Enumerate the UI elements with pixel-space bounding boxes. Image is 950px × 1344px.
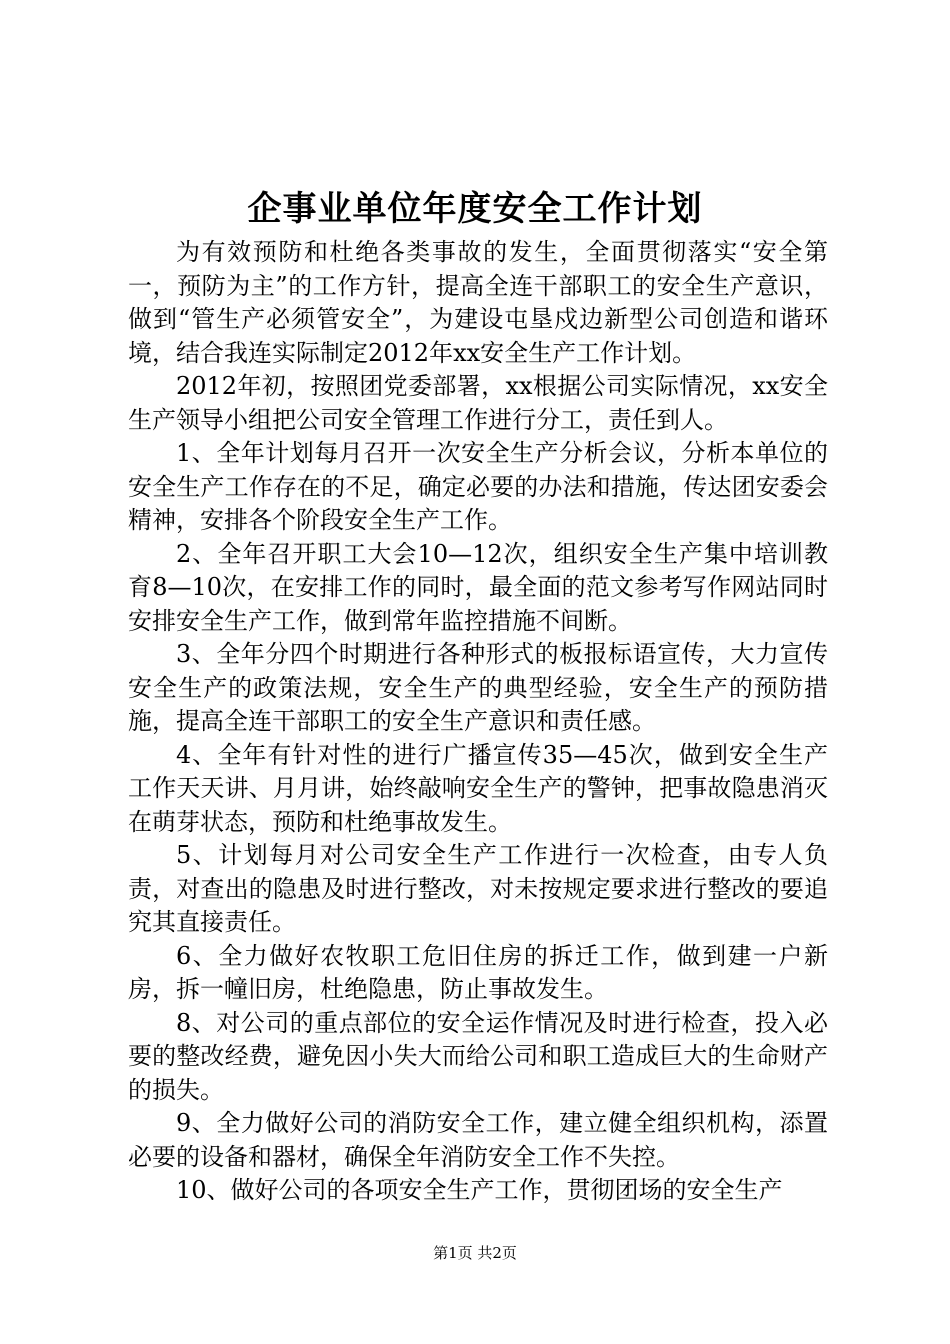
paragraph-item-1: 1、全年计划每月召开一次安全生产分析会议，分析本单位的安全生产工作存在的不足，确定必要的办法和措施，传达团安委会精神，安排各个阶段安全生产工作。 [128,439,828,534]
paragraph-intro: 为有效预防和杜绝各类事故的发生，全面贯彻落实“安全第一，预防为主”的工作方针，提高全连干部职工的安全生产意识，做到“管生产必须管安全”，为建设屯垦戍边新型公司创造和谐环境，结合我连实际制定2012年xx安全生产工作计划。 [128,238,828,367]
document-title: 企事业单位年度安全工作计划 [247,189,703,229]
paragraph-item-6: 6、全力做好农牧职工危旧住房的拆迁工作，做到建一户新房，拆一幢旧房，杜绝隐患，防止事故发生。 [128,941,828,1003]
paragraph-item-8: 8、对公司的重点部位的安全运作情况及时进行检查，投入必要的整改经费，避免因小失大而给公司和职工造成巨大的生命财产的损失。 [128,1008,828,1104]
paragraph-item-10: 10、做好公司的各项安全生产工作，贯彻团场的安全生产 [176,1176,783,1204]
paragraph-item-5: 5、计划每月对公司安全生产工作进行一次检查，由专人负责，对查出的隐患及时进行整改，对未按规定要求进行整改的要追究其直接责任。 [128,841,828,936]
paragraph-item-3: 3、全年分四个时期进行各种形式的板报标语宣传，大力宣传安全生产的政策法规，安全生产的典型经验，安全生产的预防措施，提高全连干部职工的安全生产意识和责任感。 [128,640,828,735]
paragraph-item-9: 9、全力做好公司的消防安全工作，建立健全组织机构，添置必要的设备和器材，确保全年消防安全工作不失控。 [128,1109,828,1171]
page-number-footer: 第1页 共2页 [433,1244,517,1262]
document-body [128,236,828,1208]
paragraph-2012-arrangement: 2012年初，按照团党委部署，xx根据公司实际情况，xx安全生产领导小组把公司安全管理工作进行分工，责任到人。 [128,372,828,434]
paragraph-item-2: 2、全年召开职工大会10—12次，组织安全生产集中培训教育8—10次，在安排工作的同时，最全面的范文参考写作网站同时安排安全生产工作，做到常年监控措施不间断。 [128,539,828,635]
paragraph-item-4: 4、全年有针对性的进行广播宣传35—45次，做到安全生产工作天天讲、月月讲，始终敲响安全生产的警钟，把事故隐患消灭在萌芽状态，预防和杜绝事故发生。 [128,740,828,836]
